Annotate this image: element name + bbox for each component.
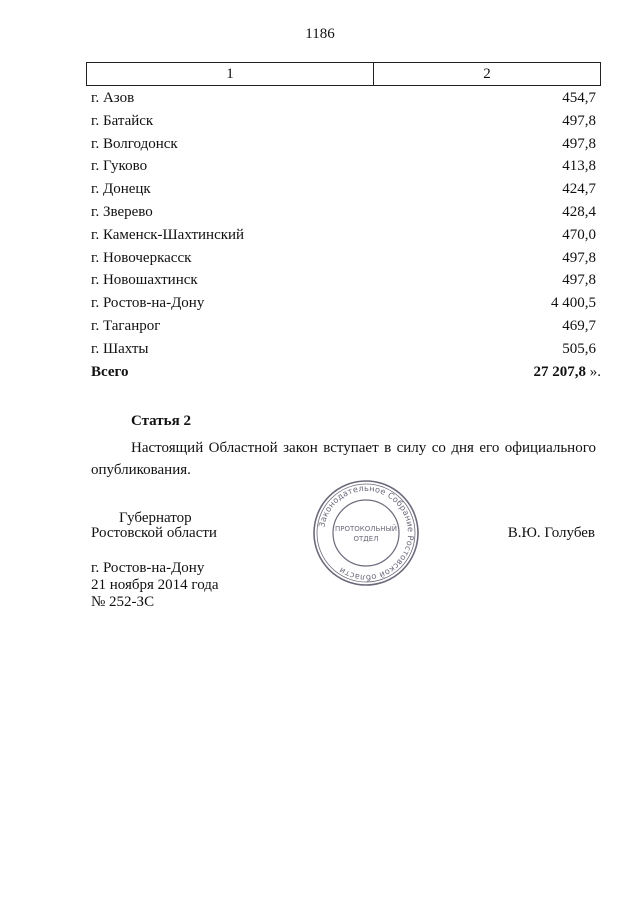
city-value: 469,7 xyxy=(562,317,596,334)
svg-text:Законодательное Собрание Росто: Законодательное Собрание Ростовской области xyxy=(316,482,417,584)
closing-quote: ». xyxy=(586,363,601,380)
table-total-row xyxy=(91,361,601,384)
svg-text:ПРОТОКОЛЬНЫЙ: ПРОТОКОЛЬНЫЙ xyxy=(334,525,398,533)
signing-place: г. Ростов-на-Дону xyxy=(91,560,205,576)
city-name: г. Зверево xyxy=(91,203,153,220)
article-title: Статья 2 xyxy=(131,413,191,429)
city-name: г. Новочеркасск xyxy=(91,249,192,266)
svg-text:ОТДЕЛ: ОТДЕЛ xyxy=(353,535,379,543)
table-row xyxy=(91,201,601,224)
governor-region: Ростовской области xyxy=(91,525,217,541)
city-value: 505,6 xyxy=(562,340,596,357)
city-name: г. Гуково xyxy=(91,158,148,175)
article-text: Настоящий Областной закон вступает в силу со дня его официального опубликования. xyxy=(91,440,596,478)
table-row xyxy=(91,338,601,361)
city-value: 497,8 xyxy=(562,135,596,152)
governor-title: Губернатор xyxy=(119,510,192,526)
page-number: 1186 xyxy=(305,26,335,42)
table-header-col1: 1 xyxy=(87,63,374,85)
table-header-col2: 2 xyxy=(483,65,491,82)
table-row xyxy=(91,292,601,315)
city-name: г. Таганрог xyxy=(91,317,161,334)
table-row xyxy=(91,315,601,338)
table-row xyxy=(91,224,601,247)
city-value: 497,8 xyxy=(562,249,596,266)
signing-date: 21 ноября 2014 года xyxy=(91,577,219,593)
city-name: г. Донецк xyxy=(91,181,151,198)
city-name: г. Батайск xyxy=(91,112,154,129)
city-name: г. Новошахтинск xyxy=(91,272,198,289)
table-row xyxy=(91,110,601,133)
city-value: 470,0 xyxy=(562,226,596,243)
city-value: 497,8 xyxy=(562,272,596,289)
city-name: г. Шахты xyxy=(91,340,149,357)
city-value: 424,7 xyxy=(562,181,596,198)
city-name: г. Каменск-Шахтинский xyxy=(91,226,245,243)
table-row xyxy=(91,133,601,156)
document-meta xyxy=(91,560,219,611)
official-stamp xyxy=(312,479,420,587)
city-value: 497,8 xyxy=(562,112,596,129)
table-row xyxy=(91,155,601,178)
city-name: г. Азов xyxy=(91,90,135,106)
table-row xyxy=(91,178,601,201)
total-value: 27 207,8 xyxy=(533,363,586,380)
city-name: г. Ростов-на-Дону xyxy=(91,295,205,312)
city-value: 413,8 xyxy=(562,158,596,175)
total-value-group xyxy=(534,361,602,384)
city-value: 454,7 xyxy=(562,90,596,106)
total-label: Всего xyxy=(91,363,129,380)
table-row xyxy=(91,269,601,292)
table-row xyxy=(91,87,601,110)
city-value: 4 400,5 xyxy=(551,295,596,312)
table-body xyxy=(91,87,601,383)
city-value: 428,4 xyxy=(562,203,596,220)
table-row xyxy=(91,247,601,270)
governor-name: В.Ю. Голубев xyxy=(507,525,595,541)
law-number: № 252-ЗС xyxy=(91,594,155,610)
table-header xyxy=(86,62,601,86)
city-name: г. Волгодонск xyxy=(91,135,178,152)
